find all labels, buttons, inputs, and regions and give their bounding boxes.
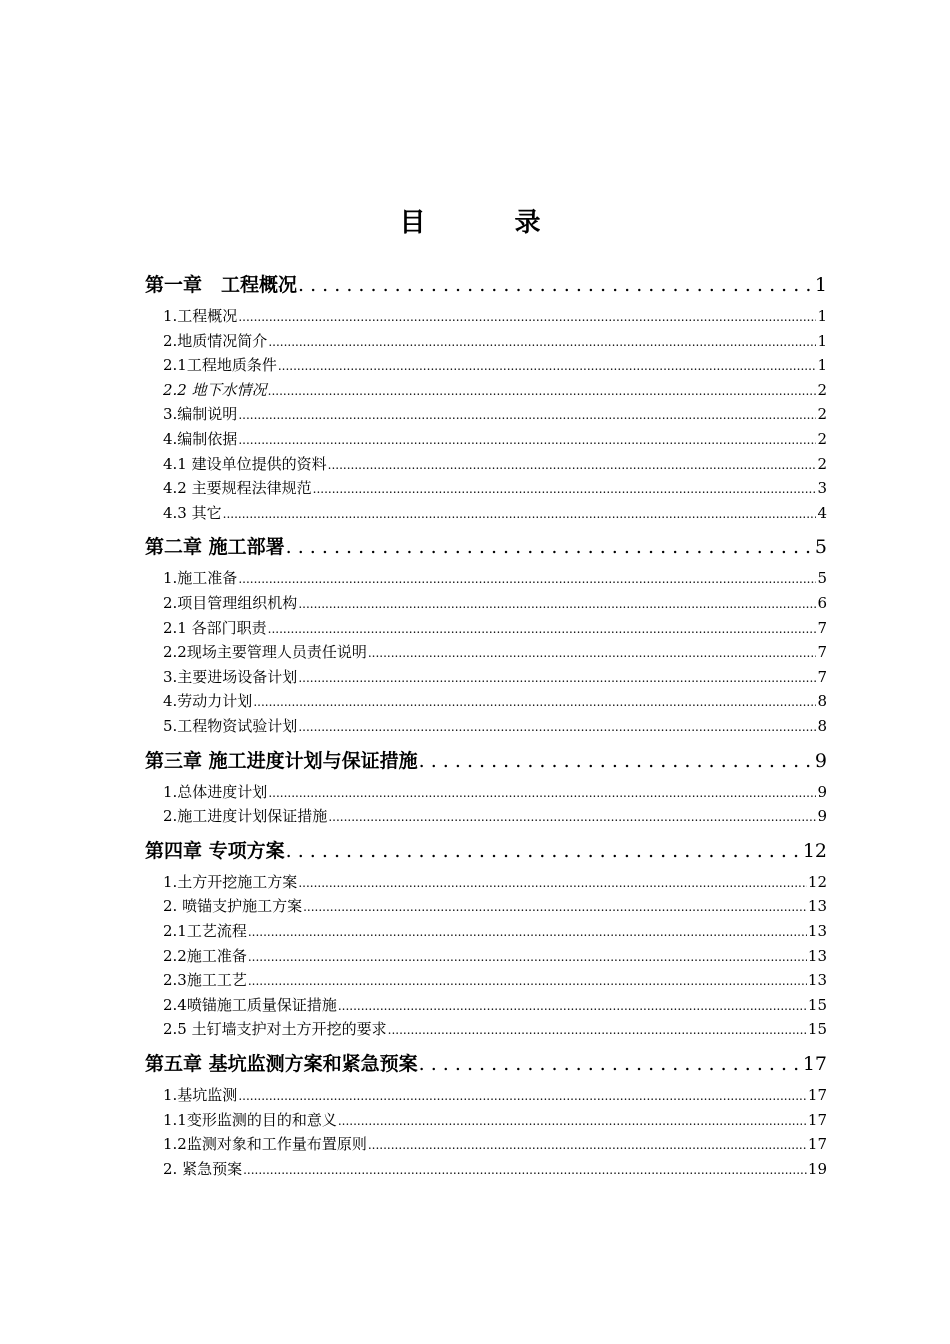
toc-entry-row[interactable]	[163, 477, 827, 499]
toc-label: 1.施工准备	[163, 569, 238, 588]
dot-leader	[368, 643, 817, 661]
toc-page-number: 1	[817, 307, 827, 325]
toc-label: 2.5 土钉墙支护对土方开挖的要求	[163, 1020, 387, 1039]
toc-page-number: 2	[817, 454, 827, 473]
toc-label: 4.2 主要规程法律规范	[163, 479, 312, 498]
toc-label: 2.项目管理组织机构	[163, 594, 298, 612]
page-title: 目 录	[399, 208, 581, 238]
toc-page-number: 2	[817, 380, 827, 399]
dot-leader	[268, 332, 816, 350]
dot-leader	[286, 840, 802, 862]
toc-entry-row[interactable]	[163, 502, 827, 524]
dot-leader	[268, 381, 817, 399]
toc-page-number: 19	[807, 1159, 827, 1178]
toc-label: 2.1工艺流程	[163, 922, 247, 940]
toc-entry-row[interactable]	[163, 1133, 827, 1155]
toc-entry-row[interactable]	[163, 994, 827, 1016]
toc-entry-row[interactable]	[163, 1158, 827, 1180]
dot-leader	[303, 897, 807, 915]
toc-entry-row[interactable]	[163, 920, 827, 942]
toc-page-number: 2	[817, 405, 827, 424]
toc-entry-row[interactable]	[163, 641, 827, 663]
toc-label: 4.3 其它	[163, 503, 222, 522]
toc-label: 2.2 地下水情况	[163, 380, 267, 399]
toc-entry-row[interactable]	[163, 567, 827, 589]
dot-leader	[298, 274, 814, 296]
dot-leader	[238, 307, 816, 325]
toc-label: 4.1 建设单位提供的资料	[163, 454, 327, 473]
dot-leader	[328, 807, 816, 825]
toc-label: 2.3施工工艺	[163, 971, 247, 990]
toc-label: 第一章 工程概况	[145, 274, 298, 296]
toc-entry-row[interactable]	[163, 969, 827, 991]
toc-page-number: 15	[807, 995, 827, 1014]
toc-page-number: 17	[807, 1086, 827, 1104]
toc-label: 4.劳动力计划	[163, 692, 253, 711]
dot-leader	[238, 430, 816, 448]
toc-entry-row[interactable]	[163, 945, 827, 967]
dot-leader	[238, 569, 816, 587]
toc-entry-row[interactable]	[163, 379, 827, 401]
toc-chapter-row[interactable]	[145, 836, 827, 864]
toc-page-number: 3	[817, 479, 827, 498]
toc-label: 2.1 各部门职责	[163, 618, 267, 637]
toc-page-number: 17	[802, 1053, 827, 1075]
toc-label: 1.土方开挖施工方案	[163, 872, 298, 891]
toc-label: 第三章 施工进度计划与保证措施	[145, 749, 418, 772]
dot-leader	[238, 1086, 807, 1104]
toc-page-number: 17	[807, 1135, 827, 1154]
toc-label: 第五章 基坑监测方案和紧急预案	[145, 1053, 418, 1075]
toc-label: 2.地质情况简介	[163, 331, 268, 350]
toc-chapter-row[interactable]	[145, 746, 827, 774]
toc-entry-row[interactable]	[163, 617, 827, 639]
toc-entry-row[interactable]	[163, 330, 827, 352]
toc-label: 2.1工程地质条件	[163, 356, 277, 375]
dot-leader	[419, 1053, 802, 1075]
dot-leader	[268, 783, 816, 801]
toc-page-number: 7	[817, 667, 827, 686]
toc-page-number: 8	[817, 717, 827, 735]
toc-entry-row[interactable]	[163, 1109, 827, 1131]
dot-leader	[388, 1020, 807, 1038]
toc-page-number: 4	[817, 503, 827, 522]
toc-entry-row[interactable]	[163, 453, 827, 475]
toc-page-number: 1	[817, 331, 827, 350]
toc-page-number: 13	[807, 946, 827, 965]
toc-entry-row[interactable]	[163, 403, 827, 425]
toc-label: 5.工程物资试验计划	[163, 717, 298, 735]
toc-page-number: 17	[807, 1110, 827, 1129]
toc-page-number: 7	[817, 618, 827, 637]
toc-label: 2.4喷锚施工质量保证措施	[163, 995, 337, 1014]
toc-label: 3.主要进场设备计划	[163, 667, 298, 686]
dot-leader	[338, 996, 807, 1014]
dot-leader	[368, 1135, 807, 1153]
toc-page-number: 1	[814, 274, 827, 296]
dot-leader	[298, 873, 807, 891]
toc-label: 2.2施工准备	[163, 946, 247, 965]
toc-page-number: 8	[817, 692, 827, 711]
toc-page-number: 9	[817, 782, 827, 801]
dot-leader	[248, 947, 807, 965]
toc-page-number: 13	[807, 922, 827, 940]
toc-entry-row[interactable]	[163, 1084, 827, 1106]
toc-entry-row[interactable]	[163, 592, 827, 614]
toc-entry-row[interactable]	[163, 690, 827, 712]
toc-page-number: 9	[817, 807, 827, 826]
toc-label: 2. 紧急预案	[163, 1159, 243, 1178]
toc-label: 2.2现场主要管理人员责任说明	[163, 643, 367, 662]
toc-entry-row[interactable]	[163, 428, 827, 450]
toc-label: 1.工程概况	[163, 307, 238, 325]
toc-page-number: 1	[817, 356, 827, 375]
toc-entry-row[interactable]	[163, 666, 827, 688]
toc-label: 1.2监测对象和工作量布置原则	[163, 1135, 367, 1154]
toc-label: 1.基坑监测	[163, 1086, 238, 1104]
toc-entry-row[interactable]	[163, 781, 827, 803]
toc-label: 1.1变形监测的目的和意义	[163, 1110, 337, 1129]
dot-leader	[338, 1111, 807, 1129]
toc-page-number: 9	[814, 749, 827, 772]
toc-page-number: 7	[817, 643, 827, 662]
toc-entry-row[interactable]	[163, 805, 827, 827]
toc-page-number: 15	[807, 1020, 827, 1039]
toc-label: 3.编制说明	[163, 405, 238, 424]
toc-page-number: 5	[817, 569, 827, 588]
toc-label: 4.编制依据	[163, 430, 238, 448]
dot-leader	[223, 504, 817, 522]
toc-page-number: 13	[807, 971, 827, 990]
dot-leader	[253, 692, 816, 710]
toc-entry-row[interactable]	[163, 305, 827, 327]
toc-page-number: 12	[802, 839, 827, 862]
dot-leader	[248, 971, 807, 989]
toc-page-number: 6	[817, 594, 827, 612]
dot-leader	[238, 405, 816, 423]
dot-leader	[298, 594, 816, 612]
toc-label: 1.总体进度计划	[163, 782, 268, 801]
toc-chapter-row[interactable]	[145, 1049, 827, 1077]
toc-chapter-row[interactable]	[145, 532, 827, 560]
dot-leader	[298, 668, 816, 686]
dot-leader	[298, 717, 816, 735]
toc-page-number: 13	[807, 897, 827, 916]
toc-chapter-row[interactable]	[145, 270, 827, 298]
dot-leader	[278, 356, 817, 374]
toc-entry-row[interactable]	[163, 1018, 827, 1040]
toc-entry-row[interactable]	[163, 715, 827, 737]
toc-entry-row[interactable]	[163, 354, 827, 376]
dot-leader	[243, 1160, 807, 1178]
toc-page-number: 2	[817, 430, 827, 448]
dot-leader	[328, 455, 817, 473]
toc-label: 2. 喷锚支护施工方案	[163, 897, 303, 916]
dot-leader	[248, 922, 807, 940]
toc-entry-row[interactable]	[163, 895, 827, 917]
dot-leader	[286, 536, 814, 558]
toc-label: 第二章 施工部署	[145, 536, 285, 559]
toc-page-number: 5	[814, 536, 827, 559]
toc-entry-row[interactable]	[163, 871, 827, 893]
dot-leader	[268, 619, 817, 637]
toc-page-number: 12	[807, 872, 827, 891]
toc-label: 第四章 专项方案	[145, 839, 285, 862]
toc-label: 2.施工进度计划保证措施	[163, 807, 328, 826]
dot-leader	[419, 750, 814, 772]
dot-leader	[313, 479, 817, 497]
